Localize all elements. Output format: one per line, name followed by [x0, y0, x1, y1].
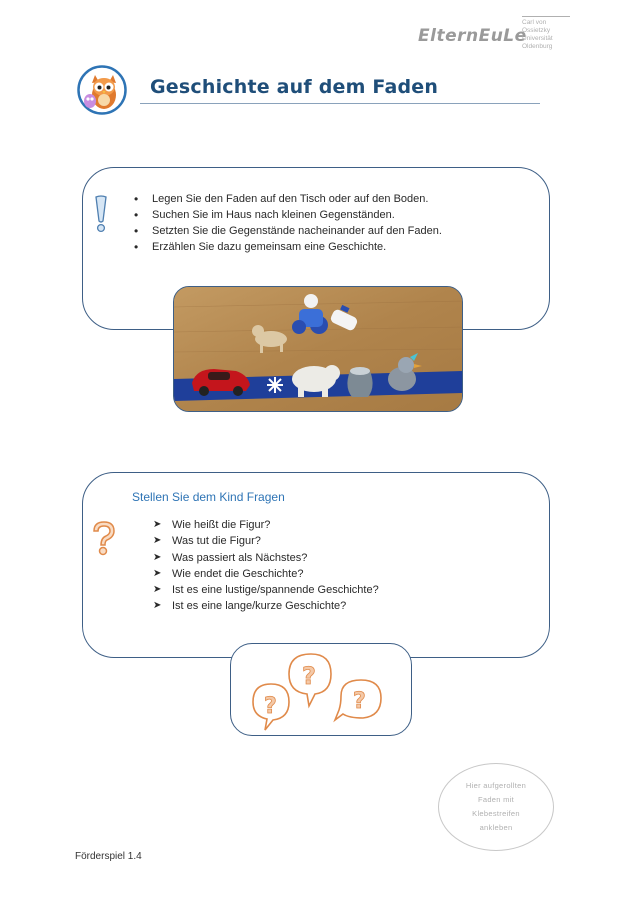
- title-underline: [140, 103, 540, 104]
- university-line-2: Universität: [522, 35, 553, 42]
- question-icon: [89, 520, 119, 556]
- list-item: • Suchen Sie im Haus nach kleinen Gegenständen.: [130, 207, 442, 223]
- tape-placeholder-circle: [438, 763, 554, 851]
- university-line-3: Oldenburg: [522, 43, 553, 50]
- list-item: ➤ Ist es eine lange/kurze Geschichte?: [150, 598, 379, 614]
- list-item: • Erzählen Sie dazu gemeinsam eine Geschichte.: [130, 239, 442, 255]
- story-thread-photo: [173, 286, 463, 412]
- footer-label: Förderspiel 1.4: [75, 851, 142, 862]
- speech-bubbles-icon: [231, 644, 413, 737]
- list-item: ➤ Was tut die Figur?: [150, 533, 379, 549]
- exclamation-icon: [93, 195, 109, 233]
- svg-text:?: ?: [353, 689, 366, 714]
- questions-list: [150, 517, 379, 615]
- speech-bubbles-box: [230, 643, 412, 736]
- list-item: ➤ Was passiert als Nächstes?: [150, 550, 379, 566]
- list-item: ➤ Wie endet die Geschichte?: [150, 566, 379, 582]
- list-item: ➤ Ist es eine lustige/spannende Geschichte?: [150, 582, 379, 598]
- svg-text:?: ?: [264, 694, 277, 719]
- circle-note: Hier aufgerollten Faden mit Klebestreifen ankleben: [465, 781, 527, 832]
- questions-title: Stellen Sie dem Kind Fragen: [132, 490, 285, 504]
- university-line-1: Carl von Ossietzky: [522, 19, 551, 34]
- list-item: • Legen Sie den Faden auf den Tisch oder auf den Boden.: [130, 191, 442, 207]
- owl-mascot-icon: [77, 65, 127, 115]
- svg-text:?: ?: [302, 662, 316, 690]
- brand-logo: ElternEuLe: [418, 26, 527, 46]
- toy-vase: [347, 367, 372, 397]
- university-logo: [522, 16, 572, 51]
- page-title: Geschichte auf dem Faden: [150, 76, 439, 98]
- instructions-list: [130, 191, 442, 255]
- snowflake: [267, 377, 283, 393]
- list-item: • Setzten Sie die Gegenstände nacheinander auf den Faden.: [130, 223, 442, 239]
- list-item: ➤ Wie heißt die Figur?: [150, 517, 379, 533]
- photo-illustration: [174, 287, 463, 412]
